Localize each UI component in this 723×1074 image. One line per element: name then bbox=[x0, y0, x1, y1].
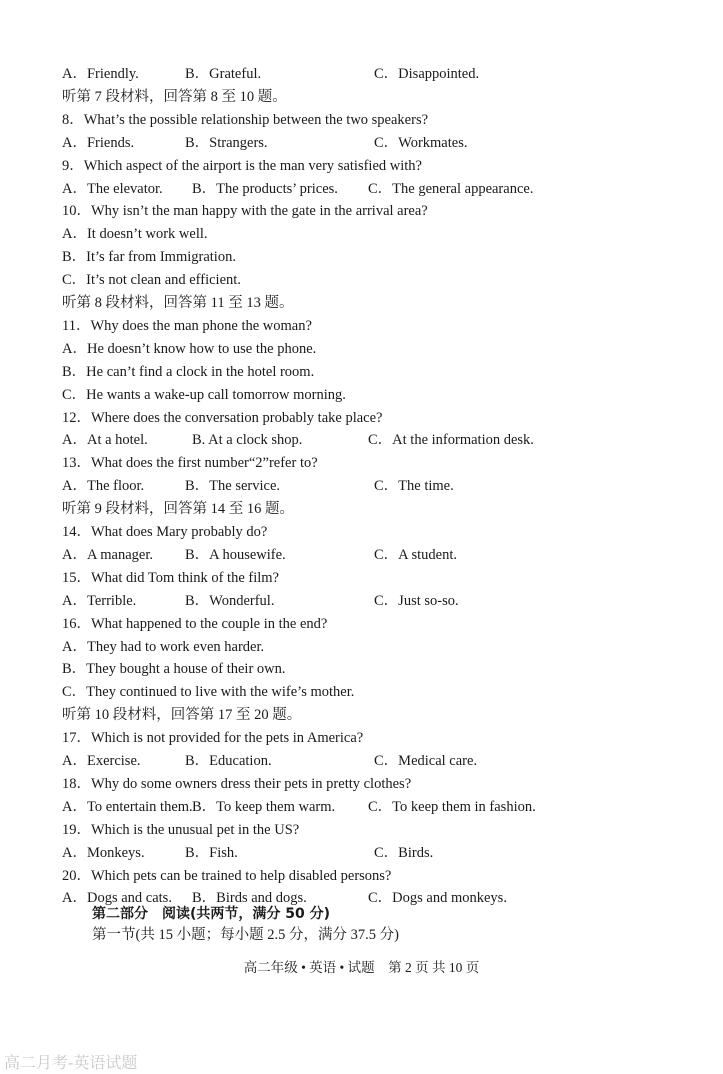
option-c: C．Just so-so. bbox=[374, 592, 459, 609]
question-text: 19．Which is the unusual pet in the US? bbox=[62, 821, 300, 838]
option-text: A．He doesn’t know how to use the phone. bbox=[62, 340, 317, 357]
option-a: A．Friends. bbox=[62, 134, 135, 151]
option-b: B. At a clock shop. bbox=[192, 432, 303, 449]
section-subtitle: 第一节(共 15 小题；每小题 2.5 分，满分 37.5 分) bbox=[92, 927, 399, 943]
question-text: 8．What’s the possible relationship between the two speakers? bbox=[62, 111, 429, 128]
option-a: A．Terrible. bbox=[62, 592, 137, 609]
option-b: B．The service. bbox=[185, 478, 281, 495]
option-text: B．He can’t find a clock in the hotel room. bbox=[62, 363, 315, 380]
option-a: A．The floor. bbox=[62, 478, 145, 495]
option-c: C．Medical care. bbox=[374, 753, 478, 769]
option-b: B．To keep them warm. bbox=[192, 798, 336, 815]
option-a: A．To entertain them. bbox=[62, 798, 193, 815]
option-a: A．The elevator. bbox=[62, 180, 163, 197]
option-c: C．A student. bbox=[374, 546, 457, 563]
question-text: 17．Which is not provided for the pets in America? bbox=[62, 730, 364, 747]
option-a: A．Exercise. bbox=[62, 753, 141, 769]
question-text: 20．Which pets can be trained to help disabled persons? bbox=[62, 867, 392, 884]
option-a: A．A manager. bbox=[62, 546, 154, 563]
option-text: C．They continued to live with the wife’s mother. bbox=[62, 684, 355, 701]
question-text: 14．What does Mary probably do? bbox=[62, 524, 268, 540]
option-c: C．Birds. bbox=[374, 844, 434, 861]
question-text: 12．Where does the conversation probably take place? bbox=[62, 409, 383, 426]
option-c: C．To keep them in fashion. bbox=[368, 798, 536, 815]
option-c: C．Disappointed. bbox=[374, 66, 480, 82]
question-text: 10．Why isn’t the man happy with the gate in the arrival area? bbox=[62, 203, 428, 220]
watermark: 高二月考-英语试题 bbox=[4, 1053, 138, 1072]
option-b: B．Wonderful. bbox=[185, 592, 275, 609]
option-b: B．Strangers. bbox=[185, 134, 268, 151]
question-text: 18．Why do some owners dress their pets in pretty clothes? bbox=[62, 775, 412, 792]
section-instruction: 听第 8 段材料，回答第 11 至 13 题。 bbox=[62, 295, 294, 311]
option-b: B．A housewife. bbox=[185, 546, 286, 563]
option-a: A．Dogs and cats. bbox=[62, 890, 172, 907]
option-c: C．Workmates. bbox=[374, 134, 468, 151]
option-text: B．It’s far from Immigration. bbox=[62, 249, 236, 266]
question-text: 15．What did Tom think of the film? bbox=[62, 569, 279, 586]
option-c: C．The time. bbox=[374, 478, 454, 495]
section-instruction: 听第 9 段材料，回答第 14 至 16 题。 bbox=[62, 501, 294, 518]
option-b: B．Fish. bbox=[185, 844, 238, 861]
section-instruction: 听第 7 段材料，回答第 8 至 10 题。 bbox=[62, 88, 287, 105]
option-text: A．It doesn’t work well. bbox=[62, 226, 208, 243]
option-b: B．Education. bbox=[185, 753, 272, 769]
option-b: B．Grateful. bbox=[185, 66, 262, 82]
option-a: A．At a hotel. bbox=[62, 432, 148, 449]
question-text: 9．Which aspect of the airport is the man very satisfied with? bbox=[62, 157, 422, 174]
option-text: C．He wants a wake-up call tomorrow morning. bbox=[62, 386, 346, 403]
option-text: B．They bought a house of their own. bbox=[62, 661, 286, 678]
option-c: C．Dogs and monkeys. bbox=[368, 890, 507, 907]
question-text: 13．What does the first number“2”refer to? bbox=[62, 455, 318, 472]
page-footer: 高二年级 • 英语 • 试题 第 2 页 共 10 页 bbox=[243, 960, 480, 975]
option-c: C．The general appearance. bbox=[368, 180, 534, 197]
option-c: C．At the information desk. bbox=[368, 432, 534, 449]
section-title: 第二部分 阅读(共两节，满分 50 分) bbox=[92, 906, 331, 922]
option-b: B．Birds and dogs. bbox=[192, 890, 307, 907]
option-a: A．Friendly. bbox=[62, 66, 139, 82]
option-text: C．It’s not clean and efficient. bbox=[62, 272, 241, 289]
option-b: B．The products’ prices. bbox=[192, 180, 338, 197]
option-a: A．Monkeys. bbox=[62, 844, 145, 861]
option-text: A．They had to work even harder. bbox=[62, 638, 265, 655]
section-instruction: 听第 10 段材料，回答第 17 至 20 题。 bbox=[62, 707, 302, 724]
question-text: 16．What happened to the couple in the end? bbox=[62, 615, 328, 632]
question-text: 11．Why does the man phone the woman? bbox=[62, 317, 312, 334]
